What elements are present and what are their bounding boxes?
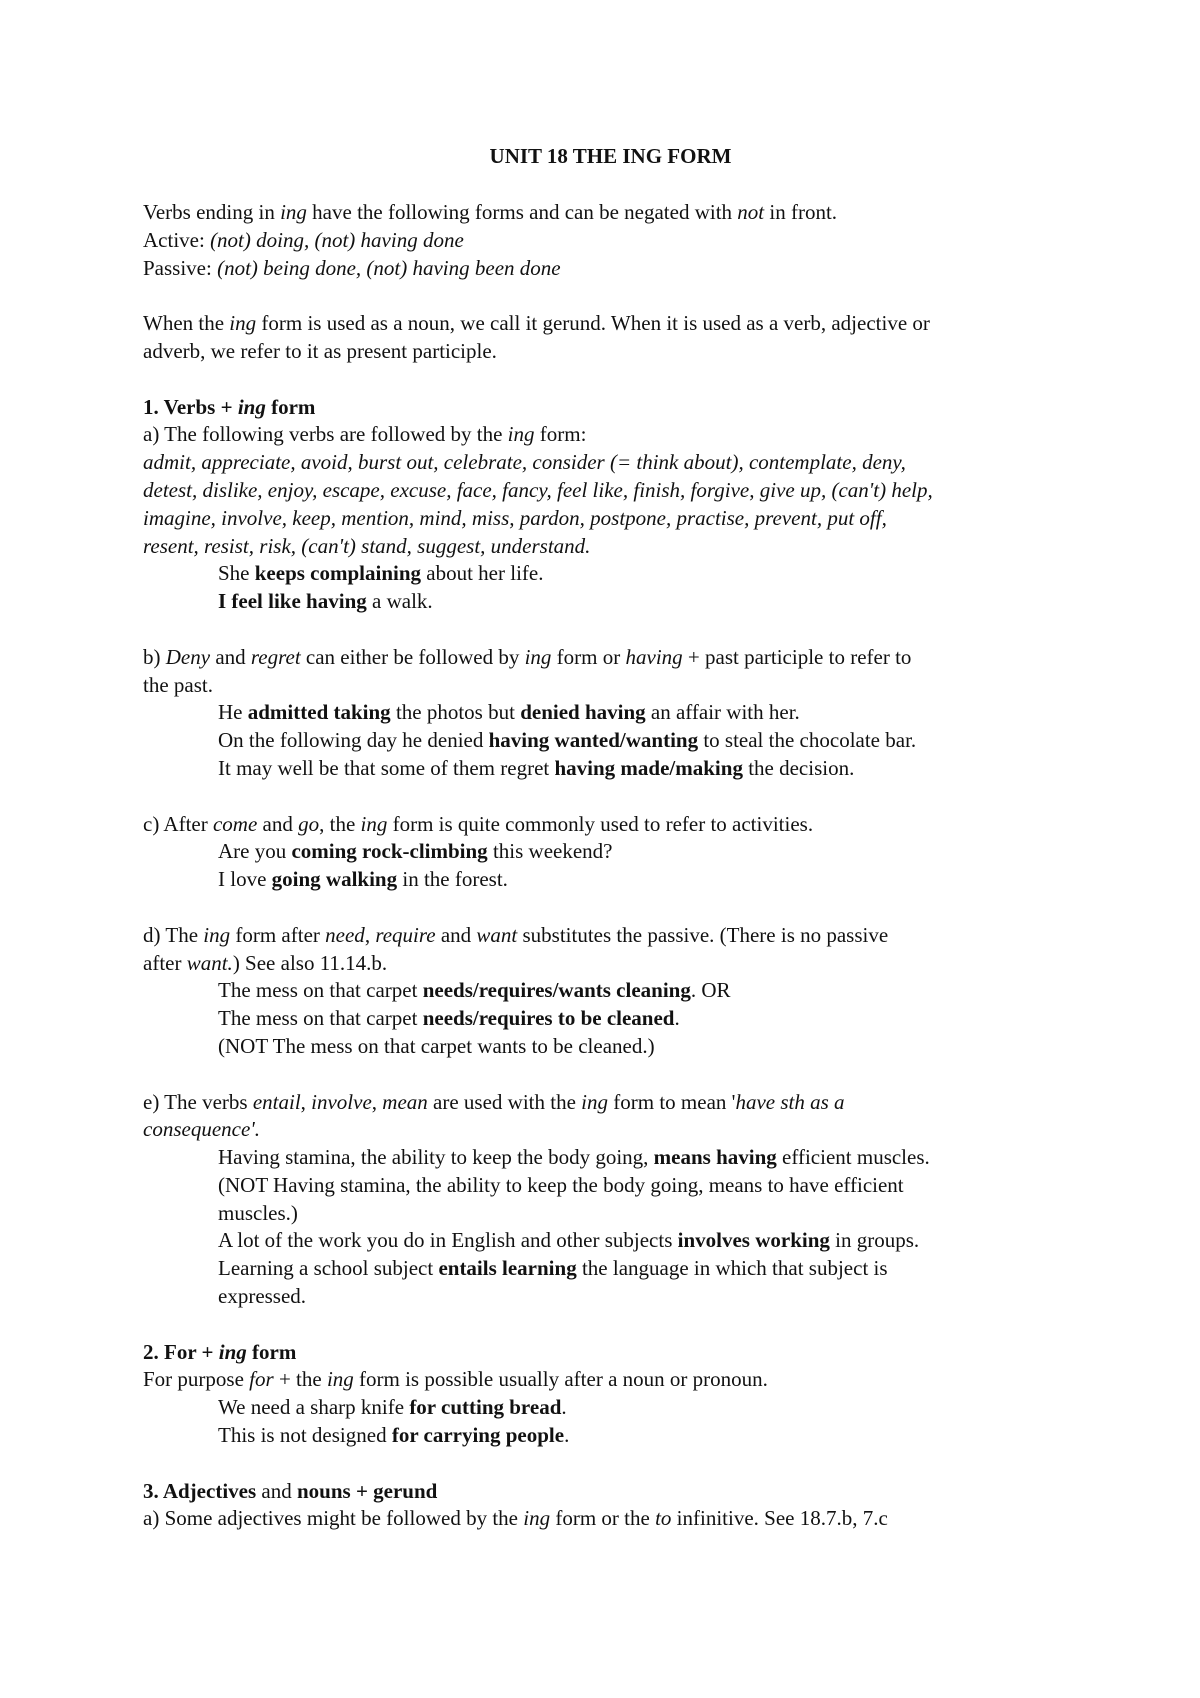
example-sentence: It may well be that some of them regret having made/making the decision. [218, 755, 855, 780]
example-sentence: He admitted taking the photos but denied having an affair with her. [218, 700, 800, 725]
intro-line-passive: Passive: (not) being done, (not) having been done [143, 255, 561, 280]
section-1d-line-2: after want.) See also 11.14.b. [143, 950, 388, 975]
example-sentence: (NOT The mess on that carpet wants to be cleaned.) [218, 1033, 655, 1058]
example-sentence: Learning a school subject entails learning the language in which that subject is [218, 1256, 888, 1281]
section-2-line-1: For purpose for + the ing form is possible usually after a noun or pronoun. [143, 1367, 768, 1392]
example-sentence: A lot of the work you do in English and other subjects involves working in groups. [218, 1228, 920, 1253]
section-1d-line-1: d) The ing form after need, require and want substitutes the passive. (There is no passive [143, 922, 889, 947]
example-sentence: This is not designed for carrying people. [218, 1423, 570, 1448]
section-1e-line-2: consequence'. [143, 1117, 261, 1142]
verb-list-line: imagine, involve, keep, mention, mind, miss, pardon, postpone, practise, prevent, put off, [143, 505, 887, 530]
example-sentence: The mess on that carpet needs/requires/wants cleaning. OR [218, 978, 731, 1003]
example-sentence: Having stamina, the ability to keep the body going, means having efficient muscles. [218, 1145, 930, 1170]
example-sentence: muscles.) [218, 1200, 298, 1225]
section-3a-line-1: a) Some adjectives might be followed by the ing form or the to infinitive. See 18.7.b, 7.c [143, 1506, 888, 1531]
section-1b-line-2: the past. [143, 672, 213, 697]
intro-paragraph-2-line-2: adverb, we refer to it as present participle. [143, 338, 497, 363]
verb-list-line: detest, dislike, enjoy, escape, excuse, face, fancy, feel like, finish, forgive, give up, (can't) help, [143, 477, 933, 502]
section-1e-line-1: e) The verbs entail, involve, mean are used with the ing form to mean 'have sth as a [143, 1089, 845, 1114]
example-sentence: The mess on that carpet needs/requires to be cleaned. [218, 1006, 680, 1031]
example-sentence: She keeps complaining about her life. [218, 561, 544, 586]
verb-list-line: resent, resist, risk, (can't) stand, suggest, understand. [143, 533, 591, 558]
example-sentence: We need a sharp knife for cutting bread. [218, 1395, 567, 1420]
intro-paragraph-2-line-1: When the ing form is used as a noun, we call it gerund. When it is used as a verb, adjective or [143, 311, 930, 336]
example-sentence: I love going walking in the forest. [218, 867, 508, 892]
example-sentence: On the following day he denied having wanted/wanting to steal the chocolate bar. [218, 728, 917, 753]
section-2-heading: 2. For + ing form [143, 1339, 297, 1364]
section-3-heading: 3. Adjectives and nouns + gerund [143, 1478, 438, 1503]
section-1c-line-1: c) After come and go, the ing form is quite commonly used to refer to activities. [143, 811, 814, 836]
section-1-heading: 1. Verbs + ing form [143, 394, 316, 419]
page-title: UNIT 18 THE ING FORM [489, 144, 732, 168]
verb-list-line: admit, appreciate, avoid, burst out, celebrate, consider (= think about), contemplate, deny, [143, 450, 906, 475]
example-sentence: (NOT Having stamina, the ability to keep the body going, means to have efficient [218, 1172, 904, 1197]
example-sentence: expressed. [218, 1284, 307, 1309]
example-sentence: Are you coming rock-climbing this weekend? [218, 839, 613, 864]
intro-line-1: Verbs ending in ing have the following forms and can be negated with not in front. [143, 200, 838, 224]
example-sentence: I feel like having a walk. [218, 589, 433, 614]
section-1b-line-1: b) Deny and regret can either be followed by ing form or having + past participle to refer to [143, 644, 912, 669]
section-1a-intro: a) The following verbs are followed by the ing form: [143, 422, 587, 447]
document-body [143, 199, 1083, 1533]
intro-line-active: Active: (not) doing, (not) having done [143, 227, 464, 252]
